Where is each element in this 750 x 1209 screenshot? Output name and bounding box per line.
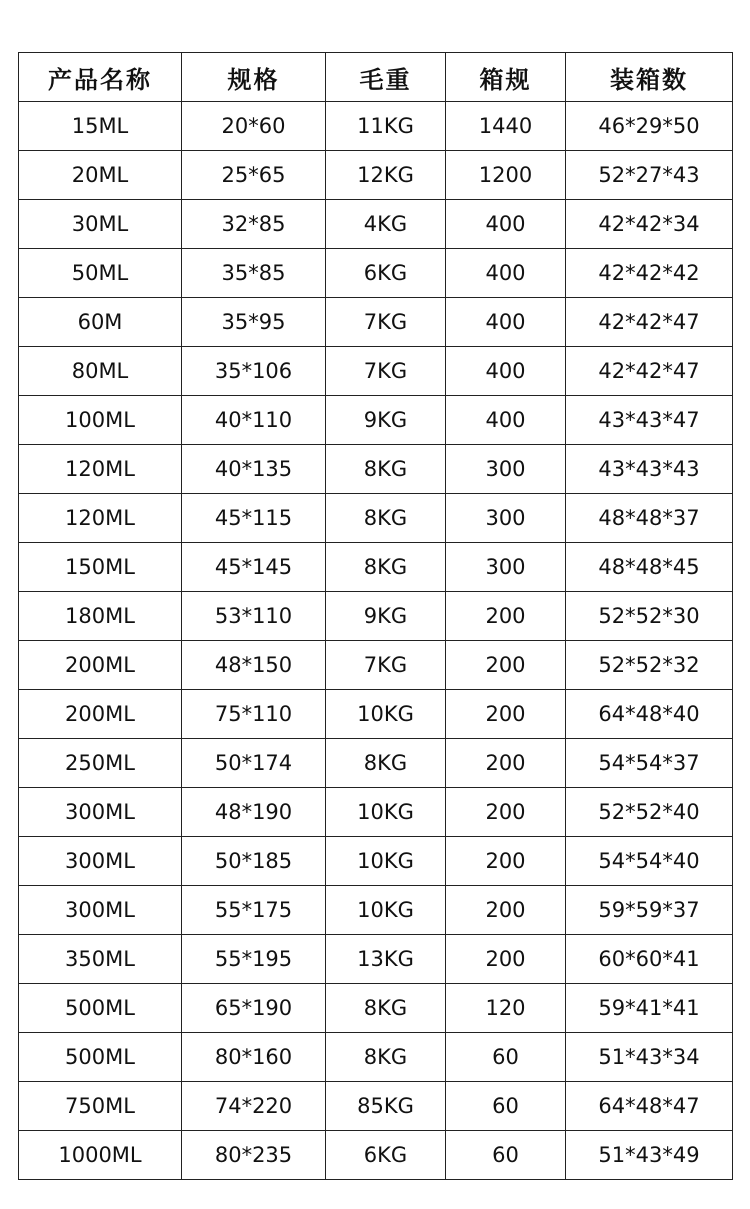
cell-product-name: 30ML	[19, 200, 182, 249]
cell-carton-quantity: 200	[446, 935, 566, 984]
cell-specification: 55*175	[182, 886, 326, 935]
cell-gross-weight: 4KG	[326, 200, 446, 249]
cell-specification: 80*235	[182, 1131, 326, 1180]
cell-product-name: 350ML	[19, 935, 182, 984]
cell-carton-quantity: 60	[446, 1131, 566, 1180]
cell-carton-quantity: 300	[446, 543, 566, 592]
cell-specification: 35*95	[182, 298, 326, 347]
cell-gross-weight: 8KG	[326, 494, 446, 543]
cell-carton-quantity: 200	[446, 788, 566, 837]
table-row	[19, 298, 733, 347]
cell-product-name: 1000ML	[19, 1131, 182, 1180]
table-row	[19, 445, 733, 494]
cell-carton-size: 64*48*47	[566, 1082, 733, 1131]
cell-specification: 48*190	[182, 788, 326, 837]
cell-carton-size: 42*42*47	[566, 347, 733, 396]
cell-product-name: 300ML	[19, 837, 182, 886]
cell-gross-weight: 13KG	[326, 935, 446, 984]
table-row	[19, 200, 733, 249]
cell-carton-size: 48*48*45	[566, 543, 733, 592]
cell-gross-weight: 10KG	[326, 690, 446, 739]
cell-specification: 55*195	[182, 935, 326, 984]
cell-gross-weight: 6KG	[326, 249, 446, 298]
cell-carton-quantity: 200	[446, 837, 566, 886]
table-row	[19, 739, 733, 788]
cell-gross-weight: 7KG	[326, 641, 446, 690]
cell-carton-size: 54*54*40	[566, 837, 733, 886]
cell-product-name: 500ML	[19, 1033, 182, 1082]
cell-gross-weight: 11KG	[326, 102, 446, 151]
cell-carton-size: 51*43*49	[566, 1131, 733, 1180]
cell-specification: 40*110	[182, 396, 326, 445]
cell-gross-weight: 8KG	[326, 1033, 446, 1082]
cell-specification: 35*106	[182, 347, 326, 396]
cell-specification: 50*174	[182, 739, 326, 788]
header-gross-weight: 毛重	[326, 53, 446, 102]
cell-carton-quantity: 60	[446, 1082, 566, 1131]
cell-gross-weight: 10KG	[326, 788, 446, 837]
header-carton-size: 装箱数	[566, 53, 733, 102]
header-row	[19, 53, 733, 102]
cell-carton-size: 48*48*37	[566, 494, 733, 543]
cell-carton-size: 52*27*43	[566, 151, 733, 200]
cell-product-name: 50ML	[19, 249, 182, 298]
cell-carton-size: 64*48*40	[566, 690, 733, 739]
table-row	[19, 347, 733, 396]
table-row	[19, 151, 733, 200]
cell-gross-weight: 7KG	[326, 347, 446, 396]
cell-carton-size: 52*52*40	[566, 788, 733, 837]
cell-product-name: 150ML	[19, 543, 182, 592]
table-row	[19, 1033, 733, 1082]
cell-carton-quantity: 200	[446, 739, 566, 788]
table-row	[19, 886, 733, 935]
table-row	[19, 788, 733, 837]
table-row	[19, 1082, 733, 1131]
cell-product-name: 300ML	[19, 788, 182, 837]
header-carton-quantity: 箱规	[446, 53, 566, 102]
cell-carton-quantity: 200	[446, 886, 566, 935]
cell-carton-quantity: 60	[446, 1033, 566, 1082]
cell-specification: 25*65	[182, 151, 326, 200]
cell-carton-size: 54*54*37	[566, 739, 733, 788]
cell-carton-quantity: 120	[446, 984, 566, 1033]
table-row	[19, 641, 733, 690]
cell-gross-weight: 8KG	[326, 445, 446, 494]
table-row	[19, 690, 733, 739]
cell-specification: 75*110	[182, 690, 326, 739]
cell-carton-quantity: 300	[446, 494, 566, 543]
cell-specification: 45*115	[182, 494, 326, 543]
cell-carton-size: 46*29*50	[566, 102, 733, 151]
table-body	[19, 102, 733, 1180]
table-row	[19, 1131, 733, 1180]
cell-specification: 20*60	[182, 102, 326, 151]
cell-specification: 80*160	[182, 1033, 326, 1082]
cell-carton-quantity: 400	[446, 396, 566, 445]
cell-gross-weight: 7KG	[326, 298, 446, 347]
product-spec-table	[18, 52, 733, 1180]
cell-product-name: 750ML	[19, 1082, 182, 1131]
table-row	[19, 592, 733, 641]
cell-product-name: 20ML	[19, 151, 182, 200]
cell-carton-quantity: 300	[446, 445, 566, 494]
cell-carton-quantity: 400	[446, 249, 566, 298]
cell-gross-weight: 10KG	[326, 886, 446, 935]
cell-specification: 74*220	[182, 1082, 326, 1131]
cell-carton-quantity: 1200	[446, 151, 566, 200]
cell-carton-quantity: 200	[446, 592, 566, 641]
cell-carton-quantity: 400	[446, 298, 566, 347]
cell-specification: 48*150	[182, 641, 326, 690]
cell-carton-quantity: 200	[446, 690, 566, 739]
cell-specification: 53*110	[182, 592, 326, 641]
cell-carton-size: 59*59*37	[566, 886, 733, 935]
cell-carton-size: 51*43*34	[566, 1033, 733, 1082]
table-row	[19, 396, 733, 445]
table-row	[19, 837, 733, 886]
cell-specification: 40*135	[182, 445, 326, 494]
cell-gross-weight: 8KG	[326, 984, 446, 1033]
cell-product-name: 200ML	[19, 690, 182, 739]
table-row	[19, 543, 733, 592]
cell-gross-weight: 12KG	[326, 151, 446, 200]
table-row	[19, 102, 733, 151]
cell-product-name: 100ML	[19, 396, 182, 445]
cell-product-name: 300ML	[19, 886, 182, 935]
cell-product-name: 15ML	[19, 102, 182, 151]
cell-carton-size: 52*52*30	[566, 592, 733, 641]
cell-specification: 45*145	[182, 543, 326, 592]
table-row	[19, 249, 733, 298]
cell-gross-weight: 85KG	[326, 1082, 446, 1131]
cell-product-name: 60M	[19, 298, 182, 347]
cell-carton-size: 60*60*41	[566, 935, 733, 984]
cell-carton-quantity: 400	[446, 347, 566, 396]
cell-gross-weight: 9KG	[326, 592, 446, 641]
cell-gross-weight: 10KG	[326, 837, 446, 886]
cell-carton-quantity: 200	[446, 641, 566, 690]
cell-carton-size: 52*52*32	[566, 641, 733, 690]
cell-carton-size: 59*41*41	[566, 984, 733, 1033]
cell-gross-weight: 8KG	[326, 543, 446, 592]
cell-product-name: 120ML	[19, 494, 182, 543]
cell-carton-size: 42*42*34	[566, 200, 733, 249]
cell-gross-weight: 6KG	[326, 1131, 446, 1180]
table-row	[19, 494, 733, 543]
table-row	[19, 984, 733, 1033]
cell-specification: 32*85	[182, 200, 326, 249]
cell-carton-quantity: 1440	[446, 102, 566, 151]
cell-specification: 50*185	[182, 837, 326, 886]
cell-specification: 65*190	[182, 984, 326, 1033]
cell-carton-size: 43*43*43	[566, 445, 733, 494]
cell-product-name: 120ML	[19, 445, 182, 494]
header-product-name: 产品名称	[19, 53, 182, 102]
cell-product-name: 80ML	[19, 347, 182, 396]
cell-carton-size: 43*43*47	[566, 396, 733, 445]
cell-product-name: 200ML	[19, 641, 182, 690]
cell-carton-size: 42*42*42	[566, 249, 733, 298]
cell-product-name: 250ML	[19, 739, 182, 788]
cell-carton-quantity: 400	[446, 200, 566, 249]
cell-carton-size: 42*42*47	[566, 298, 733, 347]
table-row	[19, 935, 733, 984]
cell-specification: 35*85	[182, 249, 326, 298]
cell-product-name: 500ML	[19, 984, 182, 1033]
cell-product-name: 180ML	[19, 592, 182, 641]
cell-gross-weight: 9KG	[326, 396, 446, 445]
cell-gross-weight: 8KG	[326, 739, 446, 788]
header-specification: 规格	[182, 53, 326, 102]
